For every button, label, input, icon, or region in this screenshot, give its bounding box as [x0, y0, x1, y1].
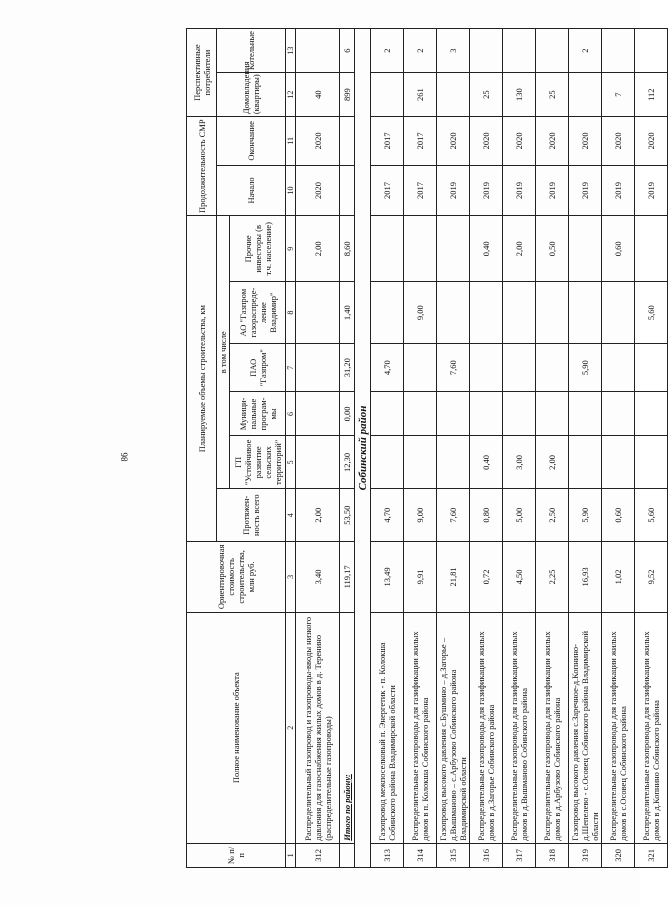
cell-other: [371, 216, 404, 282]
cell-ao: [602, 282, 635, 344]
col-number: 7: [286, 343, 296, 391]
cell-num: 318: [536, 843, 569, 867]
cell-pao: [536, 343, 569, 391]
table-body: [296, 29, 668, 868]
cell-name: Распределительные газопроводы для газификации жилых домов в д.Арбузово Собинского района: [536, 612, 569, 843]
cell-total: 2,50: [536, 489, 569, 542]
total-ao: 1,40: [340, 282, 355, 344]
cell-other: 0,50: [536, 216, 569, 282]
cell-total: 5,60: [635, 489, 668, 542]
col-number: 2: [286, 612, 296, 843]
cell-end: 2020: [503, 117, 536, 165]
cell-muni: [296, 392, 340, 436]
col-number: 9: [286, 216, 296, 282]
cell-end: 2020: [569, 117, 602, 165]
total-length: 53,50: [340, 489, 355, 542]
header-houses: Домовладения (квартиры): [217, 73, 286, 117]
cell-num: 314: [404, 843, 437, 867]
cell-muni: [404, 392, 437, 436]
cell-pao: [296, 343, 340, 391]
cell-cost: 16,93: [569, 542, 602, 612]
cell-gp: [635, 436, 668, 489]
total-row: [340, 29, 355, 868]
cell-other: [635, 216, 668, 282]
table-row: [470, 29, 503, 868]
cell-gp: 3,00: [503, 436, 536, 489]
cell-name: Газопровод высокого давления с.Бушмино – д.Загорье – д.Вышманово – с.Арбузово Собинского района Владимирской области: [437, 612, 470, 843]
cell-end: 2020: [536, 117, 569, 165]
header-num: № п/п: [187, 843, 286, 867]
cell-cost: 9,91: [404, 542, 437, 612]
cell-total: 4,70: [371, 489, 404, 542]
cell-end: 2020: [296, 117, 340, 165]
cell-name: Распределительные газопроводы для газификации жилых домов в д.Загорье Собинского района: [470, 612, 503, 843]
table-header: [187, 29, 296, 868]
table-row: [371, 29, 404, 868]
table-row: [569, 29, 602, 868]
table-wrapper: [186, 28, 661, 868]
table-row: [635, 29, 668, 868]
cell-num: 321: [635, 843, 668, 867]
col-number: 10: [286, 165, 296, 216]
cell-houses: 40: [296, 73, 340, 117]
cell-muni: [635, 392, 668, 436]
cell-pao: 4,70: [371, 343, 404, 391]
cell-gp: [602, 436, 635, 489]
col-number: 5: [286, 436, 296, 489]
table-row: [602, 29, 635, 868]
cell-other: 2,00: [296, 216, 340, 282]
total-cost: 119,17: [340, 542, 355, 612]
total-end: [340, 117, 355, 165]
cell-ao: 5,60: [635, 282, 668, 344]
cell-ao: [296, 282, 340, 344]
cell-pao: [470, 343, 503, 391]
total-gp: 12,30: [340, 436, 355, 489]
cell-gp: 0,40: [470, 436, 503, 489]
header-boilers: Котельные: [217, 29, 286, 73]
header-total-length: Протяжен-ность всего: [217, 489, 286, 542]
cell-start: 2019: [569, 165, 602, 216]
cell-ao: [437, 282, 470, 344]
cell-houses: [371, 73, 404, 117]
cell-start: 2019: [503, 165, 536, 216]
cell-num: 316: [470, 843, 503, 867]
cell-muni: [470, 392, 503, 436]
cell-cost: 3,40: [296, 542, 340, 612]
cell-num: 320: [602, 843, 635, 867]
cell-pao: [635, 343, 668, 391]
cell-start: 2020: [296, 165, 340, 216]
cell-ao: [503, 282, 536, 344]
header-other: Прочие инвесторы (в т.ч. население): [230, 216, 286, 282]
cell-ao: [569, 282, 602, 344]
cell-houses: 25: [470, 73, 503, 117]
cell-boilers: [602, 29, 635, 73]
cell-houses: 130: [503, 73, 536, 117]
total-other: 8,60: [340, 216, 355, 282]
cell-pao: [404, 343, 437, 391]
total-boilers: 6: [340, 29, 355, 73]
cell-boilers: 2: [404, 29, 437, 73]
cell-ao: [470, 282, 503, 344]
table-row: [404, 29, 437, 868]
column-numbers-row: [286, 29, 296, 868]
cell-name: Газопровод высокого давления с.Заречное-д.Копнино-д.Шепелево - с.Осовец Собинского района Владимирской области: [569, 612, 602, 843]
cell-ao: [536, 282, 569, 344]
cell-boilers: [470, 29, 503, 73]
cell-total: 2,00: [296, 489, 340, 542]
cell-boilers: [635, 29, 668, 73]
cell-num: 317: [503, 843, 536, 867]
region-row: [355, 29, 371, 868]
cell-other: [569, 216, 602, 282]
header-duration: Продолжительность СМР: [187, 117, 217, 216]
cell-num: 319: [569, 843, 602, 867]
cell-other: 0,40: [470, 216, 503, 282]
cell-muni: [437, 392, 470, 436]
col-number: 11: [286, 117, 296, 165]
total-pao: 31,20: [340, 343, 355, 391]
cell-cost: 2,25: [536, 542, 569, 612]
cell-houses: 112: [635, 73, 668, 117]
total-start: [340, 165, 355, 216]
cell-total: 7,60: [437, 489, 470, 542]
cell-houses: 25: [536, 73, 569, 117]
cell-start: 2017: [371, 165, 404, 216]
cell-cost: 13,49: [371, 542, 404, 612]
cell-end: 2020: [602, 117, 635, 165]
cell-total: 0,60: [602, 489, 635, 542]
table-row: [503, 29, 536, 868]
header-name: Полное наименование объекта: [187, 612, 286, 843]
col-number: 3: [286, 542, 296, 612]
cell-start: 2019: [470, 165, 503, 216]
col-number: 4: [286, 489, 296, 542]
total-label: Итого по району:: [340, 612, 355, 843]
cell-num: [340, 843, 355, 867]
cell-pao: 7,60: [437, 343, 470, 391]
col-number: 6: [286, 392, 296, 436]
rotated-table-area: [186, 28, 661, 868]
cell-num: 312: [296, 843, 340, 867]
cell-gp: 2,00: [536, 436, 569, 489]
cell-start: 2017: [404, 165, 437, 216]
cell-start: 2019: [635, 165, 668, 216]
col-number: 8: [286, 282, 296, 344]
cell-gp: [437, 436, 470, 489]
table-row: [536, 29, 569, 868]
cell-gp: [404, 436, 437, 489]
cell-cost: 0,72: [470, 542, 503, 612]
cell-muni: [503, 392, 536, 436]
region-title: Собинский район: [355, 29, 371, 868]
header-start: Начало: [217, 165, 286, 216]
cell-muni: [569, 392, 602, 436]
cell-name: Распределительный газопровод и газопроводы-вводы низкого давления для газоснабжения жилых домов в д. Теренино (распределительные газопроводы): [296, 612, 340, 843]
cell-num: 315: [437, 843, 470, 867]
col-number: 12: [286, 73, 296, 117]
table-row: [296, 29, 340, 868]
cell-muni: [602, 392, 635, 436]
cell-start: 2019: [536, 165, 569, 216]
header-end: Окончание: [217, 117, 286, 165]
cell-name: Газопровод межпоселковый п. Энергетик - п. Колокша Собинского района Владимирской области: [371, 612, 404, 843]
cell-name: Распределительные газопроводы для газификации жилых домов в с.Осовец Собинского района: [602, 612, 635, 843]
table-row: [437, 29, 470, 868]
cell-total: 5,00: [503, 489, 536, 542]
page-number: 86: [119, 452, 130, 462]
cell-other: 2,00: [503, 216, 536, 282]
cell-end: 2017: [404, 117, 437, 165]
cell-gp: [296, 436, 340, 489]
cell-name: Распределительные газопроводы для газификации жилых домов в п. Колокша Собинского района: [404, 612, 437, 843]
cell-boilers: 2: [569, 29, 602, 73]
col-number: 1: [286, 843, 296, 867]
header-muni: Муници-пальные програм-мы: [230, 392, 286, 436]
cell-pao: [602, 343, 635, 391]
cell-num: 313: [371, 843, 404, 867]
cell-houses: [569, 73, 602, 117]
cell-name: Распределительные газопроводы для газификации жилых домов в д.Вышманово Собинского района: [503, 612, 536, 843]
cell-boilers: [296, 29, 340, 73]
cell-end: 2017: [371, 117, 404, 165]
cell-pao: 5,90: [569, 343, 602, 391]
cell-houses: 7: [602, 73, 635, 117]
cell-other: [404, 216, 437, 282]
gas-pipeline-table: [186, 28, 668, 868]
cell-start: 2019: [437, 165, 470, 216]
cell-end: 2020: [470, 117, 503, 165]
cell-start: 2019: [602, 165, 635, 216]
cell-boilers: 3: [437, 29, 470, 73]
total-houses: 899: [340, 73, 355, 117]
header-ao: АО "Газпром газораспреде-ление Владимир": [230, 282, 286, 344]
header-gp: ГП "Устойчивое развитие сельских территорий": [230, 436, 286, 489]
header-pao: ПАО "Газпром": [230, 343, 286, 391]
cell-ao: [371, 282, 404, 344]
cell-muni: [536, 392, 569, 436]
cell-cost: 1,02: [602, 542, 635, 612]
cell-houses: 261: [404, 73, 437, 117]
header-consumers: Перспективные потребители: [187, 29, 217, 117]
cell-muni: [371, 392, 404, 436]
cell-end: 2020: [635, 117, 668, 165]
cell-total: 5,90: [569, 489, 602, 542]
cell-houses: [437, 73, 470, 117]
cell-total: 9,00: [404, 489, 437, 542]
header-planned: Планируемые объемы строительства, км: [187, 216, 217, 542]
col-number: 13: [286, 29, 296, 73]
cell-boilers: [503, 29, 536, 73]
cell-boilers: [536, 29, 569, 73]
cell-total: 0,80: [470, 489, 503, 542]
cell-other: [437, 216, 470, 282]
cell-gp: [569, 436, 602, 489]
header-cost: Ориентировочная стоимость строительства, млн руб.: [187, 542, 286, 612]
cell-pao: [503, 343, 536, 391]
cell-cost: 9,52: [635, 542, 668, 612]
header-in-that: в том числе: [217, 216, 230, 489]
total-muni: 0,00: [340, 392, 355, 436]
cell-ao: 9,00: [404, 282, 437, 344]
cell-other: 0,60: [602, 216, 635, 282]
cell-cost: 4,50: [503, 542, 536, 612]
cell-boilers: 2: [371, 29, 404, 73]
cell-cost: 21,81: [437, 542, 470, 612]
cell-gp: [371, 436, 404, 489]
cell-name: Распределительные газопроводы для газификации жилых домов в д.Копнино Собинского района: [635, 612, 668, 843]
cell-end: 2020: [437, 117, 470, 165]
